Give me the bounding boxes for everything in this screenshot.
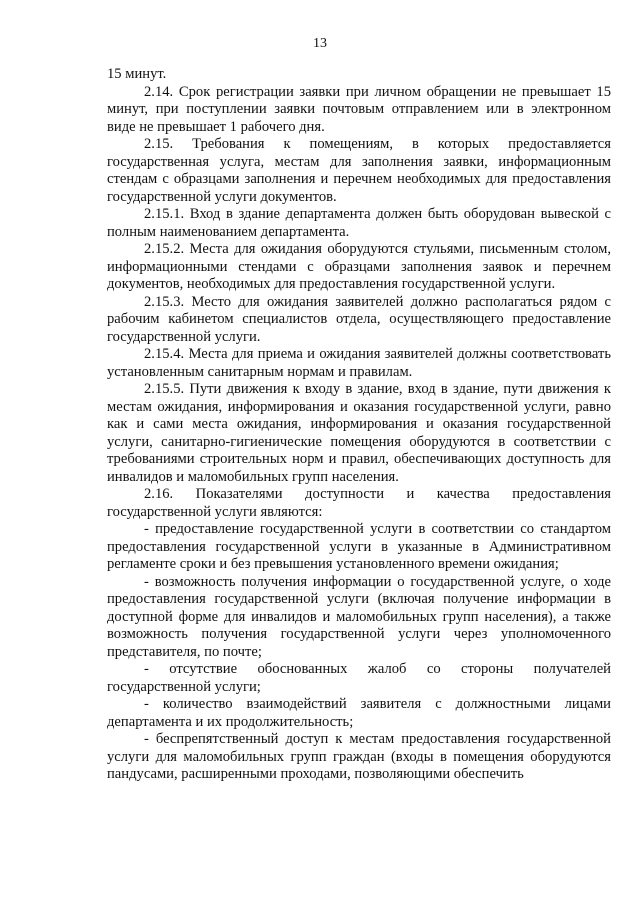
list-item: - предоставление государственной услуги в соответствии со стандартом предоставления государственной услуги в указанные в Административном регламенте сроки и без превышения установленного времени ожидания; [107, 521, 611, 572]
paragraph: 2.15.3. Место для ожидания заявителей должно располагаться рядом с рабочим кабинетом специалистов отдела, осуществляющего предоставление государственной услуги. [107, 293, 611, 345]
paragraph: 15 минут. [107, 66, 167, 82]
list-item: - беспрепятственный доступ к местам предоставления государственной услуги для маломобильных групп граждан (входы в помещения оборудуются пандусами, расширенными проходами, позволяющими обеспечить [107, 731, 611, 782]
list-item: - отсутствие обоснованных жалоб со стороны получателей государственной услуги; [107, 661, 611, 695]
list-item: - количество взаимодействий заявителя с должностными лицами департамента и их продолжительность; [107, 696, 611, 730]
paragraph: 2.14. Срок регистрации заявки при личном обращении не превышает 15 минут, при поступлении заявки почтовым отправлением или в электронном виде не превышает 1 рабочего дня. [107, 83, 611, 135]
paragraph: 2.15.4. Места для приема и ожидания заявителей должны соответствовать установленным санитарным нормам и правилам. [107, 346, 611, 380]
paragraph: 2.15.2. Места для ожидания оборудуются стульями, письменным столом, информационными стендами с образцами заполнения заявок и перечнем документов, необходимых для предоставления государственной услуги. [107, 241, 611, 292]
paragraph: 2.16. Показателями доступности и качества предоставления государственной услуги являются: [107, 486, 611, 520]
list-item: - возможность получения информации о государственной услуге, о ходе предоставления государственной услуги (включая получение информации в доступной форме для инвалидов и маломобильных групп населения), а также возможность получения государственной услуги через уполномоченного представителя, по почте; [107, 573, 611, 660]
paragraph: 2.15.5. Пути движения к входу в здание, вход в здание, пути движения к местам ожидания, информирования и оказания государственной услуги, равно как и сами места ожидания, информирования и оказания государственной услуги, санитарно-гигиенические помещения оборудуются в соответствии с требованиями строительных норм и правил, обеспечивающих доступность для инвалидов и маломобильных групп населения. [107, 381, 611, 485]
paragraph: 2.15.1. Вход в здание департамента должен быть оборудован вывеской с полным наименованием департамента. [107, 206, 611, 240]
page-number: 13 [313, 36, 327, 51]
paragraph: 2.15. Требования к помещениям, в которых предоставляется государственная услуга, местам для заполнения заявки, информационным стендам с образцами заполнения и перечнем необходимых для предоставления государственной услуги документов. [107, 136, 611, 205]
document-body [107, 66, 611, 784]
